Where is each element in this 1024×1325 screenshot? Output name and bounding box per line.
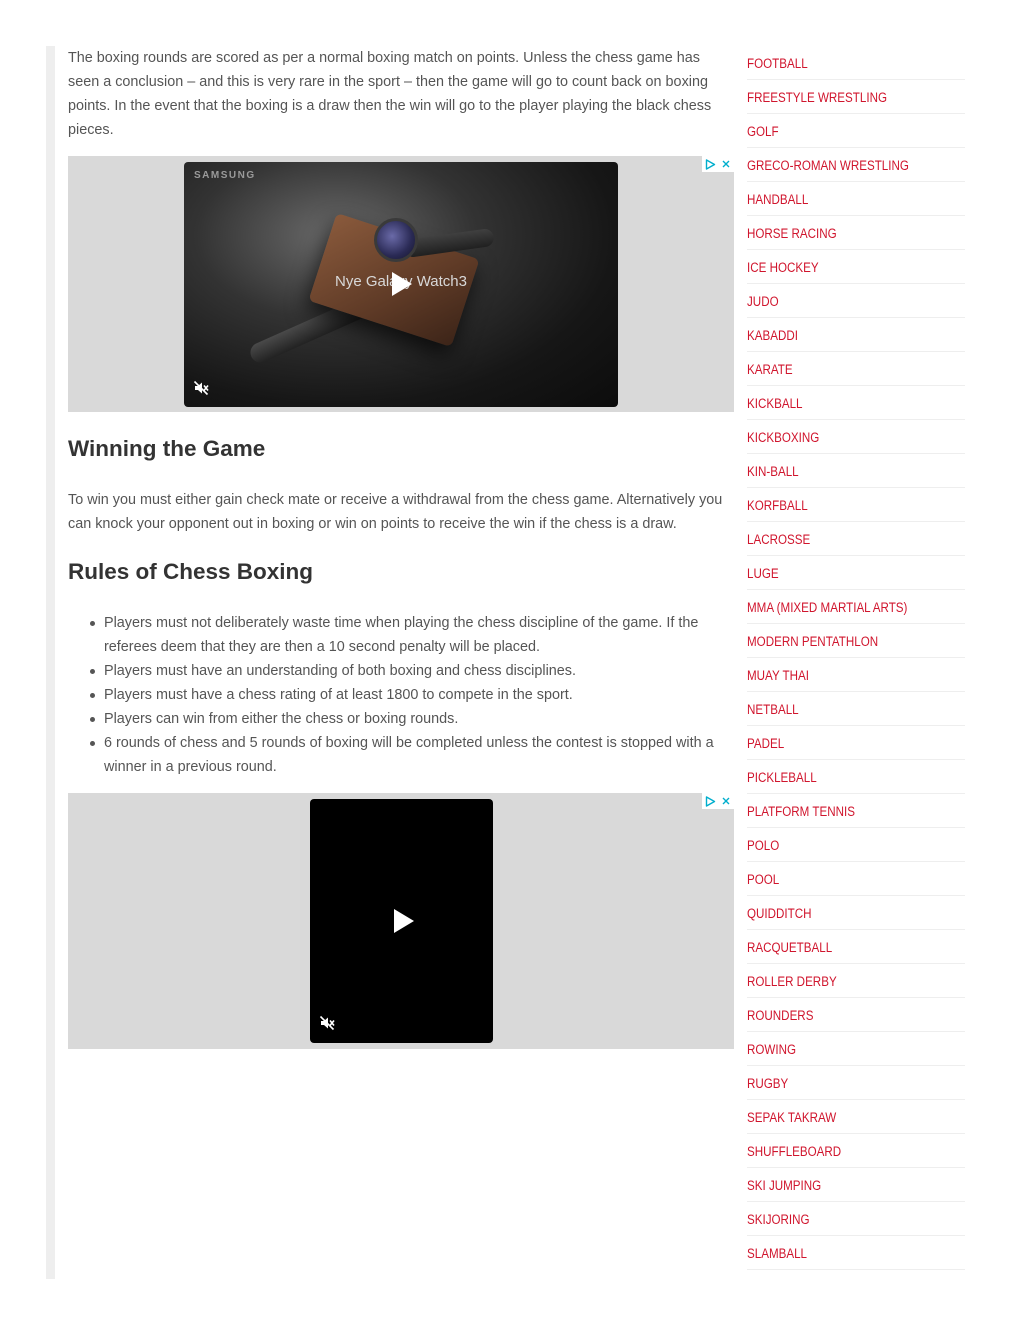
video-ad-samsung[interactable] <box>68 156 734 412</box>
video-player[interactable] <box>184 162 618 407</box>
sidebar-item-label: ROWING <box>747 1042 797 1057</box>
brand-logo: SAMSUNG <box>194 170 256 181</box>
sidebar-item-rugby[interactable] <box>747 1066 965 1100</box>
sidebar-item-label: NETBALL <box>747 702 799 717</box>
close-icon[interactable] <box>718 793 734 809</box>
sidebar-item-label: SKI JUMPING <box>747 1178 822 1193</box>
sidebar-item-label: RUGBY <box>747 1076 789 1091</box>
sidebar-item-label: MMA (MIXED MARTIAL ARTS) <box>747 600 908 615</box>
sidebar-item-label: PADEL <box>747 736 785 751</box>
sidebar-item-lacrosse[interactable] <box>747 522 965 556</box>
sidebar-item-ski-jumping[interactable] <box>747 1168 965 1202</box>
sidebar-item-label: HANDBALL <box>747 192 809 207</box>
adchoices-icon[interactable] <box>702 156 718 172</box>
sidebar-item-label: PLATFORM TENNIS <box>747 804 855 819</box>
rule-item: Players must not deliberately waste time when playing the chess discipline of the game. If the referees deem that they are then a 10 second penalty will be placed. <box>104 611 734 659</box>
sidebar-item-label: JUDO <box>747 294 779 309</box>
sidebar-item-label: LUGE <box>747 566 779 581</box>
play-icon[interactable] <box>392 272 412 296</box>
sidebar-item-kickball[interactable] <box>747 386 965 420</box>
ad-badges <box>702 156 734 172</box>
sidebar-item-label: SEPAK TAKRAW <box>747 1110 837 1125</box>
sidebar-item-football[interactable] <box>747 46 965 80</box>
sidebar-item-kin-ball[interactable] <box>747 454 965 488</box>
sidebar-item-label: SLAMBALL <box>747 1246 808 1261</box>
sidebar-item-sepak-takraw[interactable] <box>747 1100 965 1134</box>
video-ad[interactable] <box>68 793 734 1049</box>
close-icon[interactable] <box>718 156 734 172</box>
play-icon[interactable] <box>394 909 414 933</box>
rule-item: Players can win from either the chess or boxing rounds. <box>104 707 734 731</box>
sidebar-item-kabaddi[interactable] <box>747 318 965 352</box>
sidebar-item-muay-thai[interactable] <box>747 658 965 692</box>
rule-item: 6 rounds of chess and 5 rounds of boxing will be completed unless the contest is stopped with a winner in a previous round. <box>104 731 734 779</box>
sidebar-item-horse-racing[interactable] <box>747 216 965 250</box>
sidebar-item-greco-roman-wrestling[interactable] <box>747 148 965 182</box>
sidebar-item-label: LACROSSE <box>747 532 811 547</box>
rule-item: Players must have a chess rating of at least 1800 to compete in the sport. <box>104 683 734 707</box>
sidebar-item-netball[interactable] <box>747 692 965 726</box>
sidebar-item-shuffleboard[interactable] <box>747 1134 965 1168</box>
left-rail <box>46 46 55 1279</box>
mute-icon[interactable] <box>193 380 209 396</box>
sidebar-item-label: SHUFFLEBOARD <box>747 1144 842 1159</box>
sidebar-item-label: MUAY THAI <box>747 668 809 683</box>
sidebar-item-label: PICKLEBALL <box>747 770 817 785</box>
sidebar-item-label: GRECO-ROMAN WRESTLING <box>747 158 909 173</box>
sidebar-item-label: ROLLER DERBY <box>747 974 837 989</box>
sidebar-item-racquetball[interactable] <box>747 930 965 964</box>
sidebar-item-ice-hockey[interactable] <box>747 250 965 284</box>
sidebar-item-roller-derby[interactable] <box>747 964 965 998</box>
sidebar-item-freestyle-wrestling[interactable] <box>747 80 965 114</box>
video-player[interactable] <box>310 799 493 1043</box>
sidebar-item-rounders[interactable] <box>747 998 965 1032</box>
adchoices-icon[interactable] <box>702 793 718 809</box>
rules-list <box>104 611 734 779</box>
sidebar-item-platform-tennis[interactable] <box>747 794 965 828</box>
video-caption: Nye Galaxy Watch3 <box>335 273 467 290</box>
sidebar-item-label: KABADDI <box>747 328 798 343</box>
rules-heading: Rules of Chess Boxing <box>68 559 314 584</box>
sidebar-item-label: KORFBALL <box>747 498 808 513</box>
sidebar-item-luge[interactable] <box>747 556 965 590</box>
winning-heading: Winning the Game <box>68 436 266 461</box>
sidebar-item-handball[interactable] <box>747 182 965 216</box>
sidebar-item-label: MODERN PENTATHLON <box>747 634 879 649</box>
sidebar-item-label: KICKBOXING <box>747 430 820 445</box>
mute-icon[interactable] <box>319 1015 335 1031</box>
sidebar-item-label: KICKBALL <box>747 396 803 411</box>
sidebar-item-label: SKIJORING <box>747 1212 810 1227</box>
winning-text: To win you must either gain check mate or receive a withdrawal from the chess game. Alternatively you can knock your opponent out in boxing or win on points to receive the win if the chess is a draw. <box>68 492 723 532</box>
sidebar-item-padel[interactable] <box>747 726 965 760</box>
sidebar-item-pickleball[interactable] <box>747 760 965 794</box>
sidebar-item-label: FREESTYLE WRESTLING <box>747 90 887 105</box>
sidebar-item-skijoring[interactable] <box>747 1202 965 1236</box>
sidebar-item-polo[interactable] <box>747 828 965 862</box>
sidebar-item-judo[interactable] <box>747 284 965 318</box>
sidebar-item-golf[interactable] <box>747 114 965 148</box>
watch-image <box>374 218 418 262</box>
sidebar-item-modern-pentathlon[interactable] <box>747 624 965 658</box>
rule-item: Players must have an understanding of both boxing and chess disciplines. <box>104 659 734 683</box>
ad-badges <box>702 793 734 809</box>
sidebar-item-label: QUIDDITCH <box>747 906 812 921</box>
article-intro: The boxing rounds are scored as per a normal boxing match on points. Unless the chess game has seen a conclusion – and this is very rare in the sport – then the game will go to count back on boxing points. In the event that the boxing is a draw then the win will go to the player playing the black chess pieces. <box>68 50 712 138</box>
sidebar-item-label: ICE HOCKEY <box>747 260 819 275</box>
sidebar-item-label: POOL <box>747 872 780 887</box>
sidebar-item-karate[interactable] <box>747 352 965 386</box>
sidebar-item-label: ROUNDERS <box>747 1008 814 1023</box>
sidebar-item-slamball[interactable] <box>747 1236 965 1270</box>
sidebar-item-label: RACQUETBALL <box>747 940 833 955</box>
sidebar-item-pool[interactable] <box>747 862 965 896</box>
sidebar-item-label: FOOTBALL <box>747 56 808 71</box>
sidebar-item-korfball[interactable] <box>747 488 965 522</box>
sidebar-item-label: GOLF <box>747 124 779 139</box>
sidebar-item-label: KARATE <box>747 362 793 377</box>
sidebar-item-label: POLO <box>747 838 780 853</box>
sidebar-item-quidditch[interactable] <box>747 896 965 930</box>
sidebar-item-kickboxing[interactable] <box>747 420 965 454</box>
sidebar-item-label: HORSE RACING <box>747 226 837 241</box>
sports-sidebar <box>747 46 965 1270</box>
sidebar-item-label: KIN-BALL <box>747 464 799 479</box>
sidebar-item-rowing[interactable] <box>747 1032 965 1066</box>
sidebar-item-mma[interactable] <box>747 590 965 624</box>
